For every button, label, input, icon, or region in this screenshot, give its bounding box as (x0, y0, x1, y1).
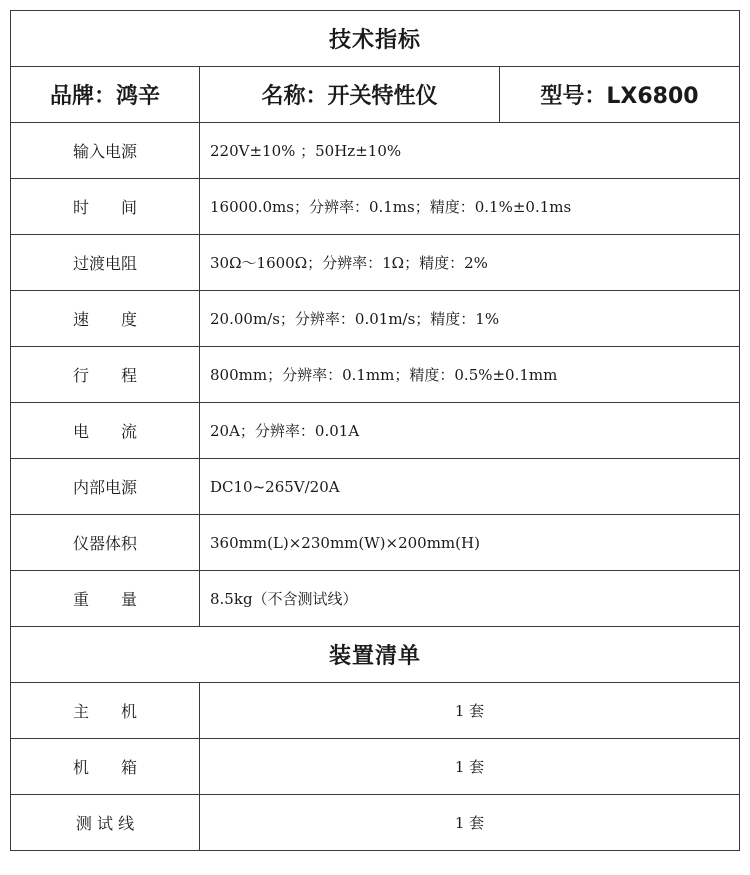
packing-item-qty: 1 套 (200, 795, 740, 851)
spec-value: 20.00m/s；分辨率：0.01m/s；精度：1% (200, 291, 740, 347)
packing-item-qty: 1 套 (200, 739, 740, 795)
spec-row (11, 179, 740, 235)
packing-title-row (11, 627, 740, 683)
model-cell: 型号：LX6800 (500, 67, 740, 123)
packing-item-qty: 1 套 (200, 683, 740, 739)
spec-label: 内部电源 (11, 459, 200, 515)
product-name-cell: 名称：开关特性仪 (200, 67, 500, 123)
spec-row (11, 291, 740, 347)
spec-value: DC10~265V/20A (200, 459, 740, 515)
spec-label: 行 程 (11, 347, 200, 403)
spec-label: 重 量 (11, 571, 200, 627)
packing-item-label: 测 试 线 (11, 795, 200, 851)
spec-value: 360mm(L)×230mm(W)×200mm(H) (200, 515, 740, 571)
spec-row (11, 403, 740, 459)
spec-value: 30Ω～1600Ω；分辨率：1Ω；精度：2% (200, 235, 740, 291)
spec-label: 电 流 (11, 403, 200, 459)
spec-value: 8.5kg（不含测试线） (200, 571, 740, 627)
spec-value: 16000.0ms；分辨率：0.1ms；精度：0.1%±0.1ms (200, 179, 740, 235)
brand-cell: 品牌：鸿辛 (11, 67, 200, 123)
spec-row (11, 571, 740, 627)
packing-row (11, 739, 740, 795)
packing-row (11, 683, 740, 739)
spec-row (11, 347, 740, 403)
spec-table (10, 10, 740, 851)
spec-label: 时 间 (11, 179, 200, 235)
packing-row (11, 795, 740, 851)
packing-item-label: 机 箱 (11, 739, 200, 795)
spec-label: 仪器体积 (11, 515, 200, 571)
spec-value: 220V±10% ；50Hz±10% (200, 123, 740, 179)
spec-label: 速 度 (11, 291, 200, 347)
spec-row (11, 459, 740, 515)
spec-section-title: 技术指标 (11, 11, 740, 67)
product-header-row (11, 67, 740, 123)
packing-section-title: 装置清单 (11, 627, 740, 683)
spec-label: 过渡电阻 (11, 235, 200, 291)
spec-value: 800mm；分辨率：0.1mm；精度：0.5%±0.1mm (200, 347, 740, 403)
spec-row (11, 515, 740, 571)
packing-item-label: 主 机 (11, 683, 200, 739)
spec-title-row (11, 11, 740, 67)
spec-row (11, 123, 740, 179)
spec-value: 20A；分辨率：0.01A (200, 403, 740, 459)
spec-label: 输入电源 (11, 123, 200, 179)
spec-row (11, 235, 740, 291)
